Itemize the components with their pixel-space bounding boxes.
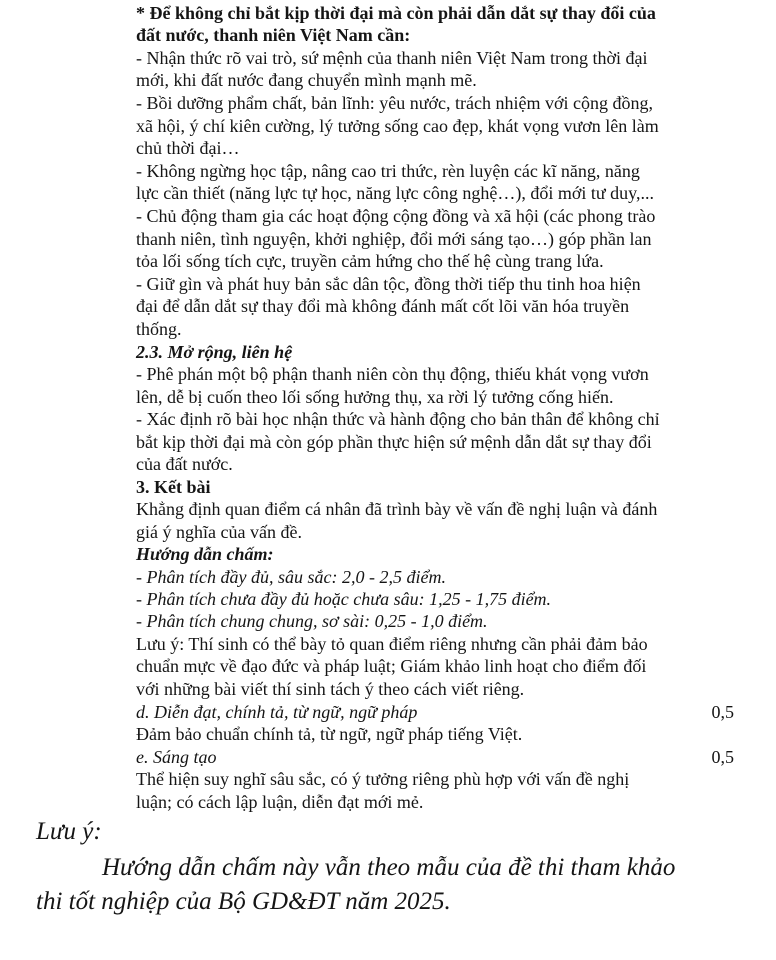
paragraph-line: lực cần thiết (năng lực tự học, năng lực công nghệ…), đổi mới tư duy,...: [136, 183, 655, 203]
paragraph-line: lên, dễ bị cuốn theo lối sống hưởng thụ, xa rời lý tưởng cống hiến.: [136, 387, 614, 407]
paragraph-line: thống.: [136, 319, 182, 339]
criterion-e-title: e. Sáng tạo: [136, 747, 217, 767]
criterion-e-score: 0,5: [711, 747, 734, 767]
paragraph-line: với những bài viết thí sinh tách ý theo cách viết riêng.: [136, 679, 525, 699]
paragraph-line: - Xác định rõ bài học nhận thức và hành động cho bản thân để không chỉ: [136, 409, 660, 429]
paragraph-line: - Chủ động tham gia các hoạt động cộng đồng và xã hội (các phong trào: [136, 206, 656, 226]
paragraph-line: của đất nước.: [136, 454, 233, 474]
section-heading-3: 3. Kết bài: [136, 477, 211, 497]
paragraph-line: Đảm bảo chuẩn chính tả, từ ngữ, ngữ pháp tiếng Việt.: [136, 724, 523, 744]
paragraph-line: thanh niên, tình nguyện, khởi nghiệp, đổi mới sáng tạo…) góp phần lan: [136, 229, 652, 249]
grading-guide-item: - Phân tích chưa đầy đủ hoặc chưa sâu: 1,25 - 1,75 điểm.: [136, 589, 552, 609]
paragraph-line: Thể hiện suy nghĩ sâu sắc, có ý tưởng riêng phù hợp với vấn đề nghị: [136, 769, 630, 789]
heading-youth-needs: * Để không chỉ bắt kịp thời đại mà còn phải dẫn dắt sự thay đổi của: [136, 3, 656, 23]
paragraph-line: chủ thời đại…: [136, 138, 240, 158]
grading-guide-item: - Phân tích đầy đủ, sâu sắc: 2,0 - 2,5 điểm.: [136, 567, 446, 587]
paragraph-line: bắt kịp thời đại mà còn góp phần thực hiện sứ mệnh dẫn dắt sự thay đổi: [136, 432, 652, 452]
criterion-d-score: 0,5: [711, 702, 734, 722]
paragraph-line: đại để dẫn dắt sự thay đổi mà không đánh mất cốt lõi văn hóa truyền: [136, 296, 630, 316]
paragraph-line: Khẳng định quan điểm cá nhân đã trình bày về vấn đề nghị luận và đánh: [136, 499, 658, 519]
criterion-d-title: d. Diễn đạt, chính tả, từ ngữ, ngữ pháp: [136, 702, 418, 722]
paragraph-line: mới, khi đất nước đang chuyển mình mạnh mẽ.: [136, 70, 477, 90]
section-heading-2-3: 2.3. Mở rộng, liên hệ: [136, 342, 293, 362]
paragraph-line: chuẩn mực về đạo đức và pháp luật; Giám khảo linh hoạt cho điểm đối: [136, 656, 647, 676]
paragraph-line: xã hội, ý chí kiên cường, lý tưởng sống cao đẹp, khát vọng vươn lên làm: [136, 116, 659, 136]
footer-note-line: thi tốt nghiệp của Bộ GD&ĐT năm 2025.: [36, 888, 451, 915]
footer-note-label: Lưu ý:: [36, 818, 102, 845]
grading-guide-heading: Hướng dẫn chấm:: [136, 544, 274, 564]
paragraph-line: tỏa lối sống tích cực, truyền cảm hứng cho thế hệ cùng trang lứa.: [136, 251, 604, 271]
paragraph-line: - Phê phán một bộ phận thanh niên còn thụ động, thiếu khát vọng vươn: [136, 364, 649, 384]
paragraph-line: - Nhận thức rõ vai trò, sứ mệnh của thanh niên Việt Nam trong thời đại: [136, 48, 648, 68]
grading-guide-item: - Phân tích chung chung, sơ sài: 0,25 - 1,0 điểm.: [136, 611, 488, 631]
footer-note-line: Hướng dẫn chấm này vẫn theo mẫu của đề thi tham khảo: [102, 854, 676, 881]
heading-youth-needs-cont: đất nước, thanh niên Việt Nam cần:: [136, 25, 411, 45]
paragraph-line: giá ý nghĩa của vấn đề.: [136, 522, 302, 542]
paragraph-line: - Không ngừng học tập, nâng cao tri thức, rèn luyện các kĩ năng, năng: [136, 161, 640, 181]
paragraph-line: Lưu ý: Thí sinh có thể bày tỏ quan điểm riêng nhưng cần phải đảm bảo: [136, 634, 648, 654]
paragraph-line: luận; có cách lập luận, diễn đạt mới mẻ.: [136, 792, 424, 812]
paragraph-line: - Giữ gìn và phát huy bản sắc dân tộc, đồng thời tiếp thu tinh hoa hiện: [136, 274, 641, 294]
paragraph-line: - Bồi dưỡng phẩm chất, bản lĩnh: yêu nước, trách nhiệm với cộng đồng,: [136, 93, 653, 113]
